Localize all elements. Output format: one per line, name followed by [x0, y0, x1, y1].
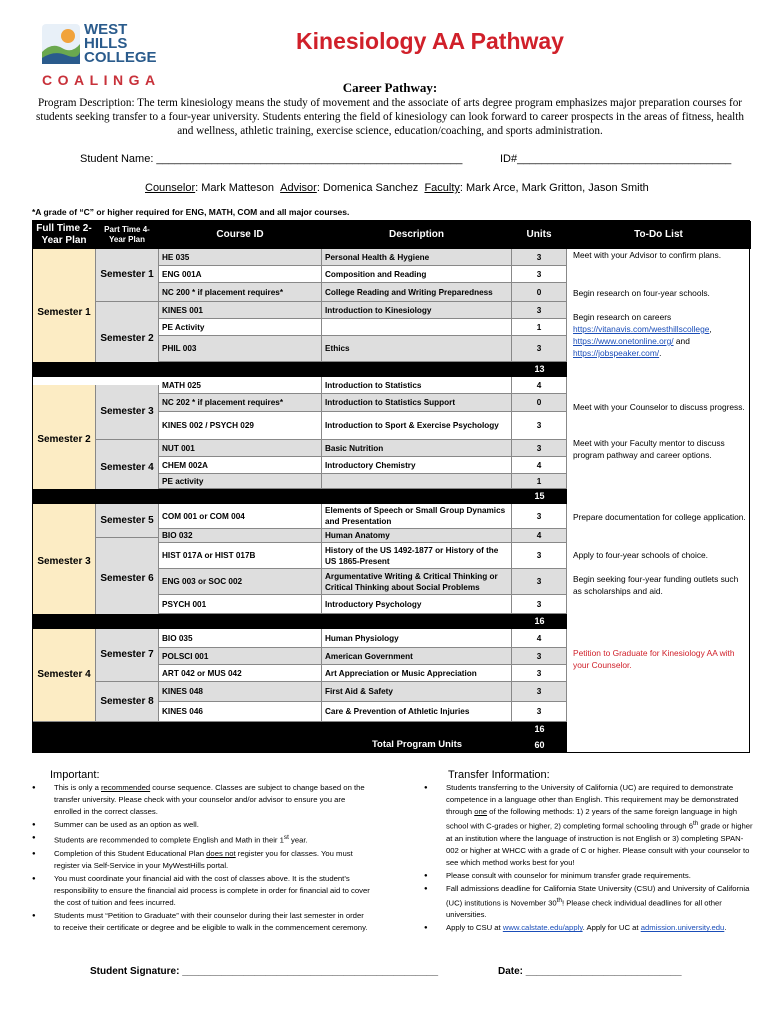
list-item: ● Fall admissions deadline for California State University (CSU) and University of California (UC) institutions is November 30th! Please check individual deadlines for all other universities. — [424, 883, 754, 922]
semester-1-total: 13 — [512, 363, 567, 375]
course-id-cell: NC 200 * if placement requires* — [159, 283, 322, 302]
course-units-cell: 3 — [512, 302, 567, 319]
course-desc-cell: American Government — [322, 648, 512, 665]
todo-item: Prepare documentation for college application. — [573, 512, 746, 522]
college-logo — [30, 18, 165, 90]
todo-item: Meet with your Faculty mentor to discuss program pathway and career options. — [573, 438, 725, 460]
todo-item: Meet with your Advisor to confirm plans. — [573, 250, 722, 260]
header-full-time: Full Time 2-Year Plan — [33, 221, 96, 249]
grade-requirement-note: *A grade of “C” or higher required for ENG, MATH, COM and all major courses. — [32, 207, 350, 217]
todo-text: . — [659, 348, 662, 358]
course-units-cell: 3 — [512, 336, 567, 362]
course-desc-cell: Care & Prevention of Athletic Injuries — [322, 702, 512, 722]
course-units-cell: 3 — [512, 504, 567, 529]
course-id-cell: ENG 003 or SOC 002 — [159, 569, 322, 595]
part-time-semester-5: Semester 5 — [96, 504, 159, 538]
todo-item: Apply to four-year schools of choice. — [573, 550, 708, 560]
logo-line-hills: HILLS — [84, 35, 128, 52]
course-id-cell: ART 042 or MUS 042 — [159, 665, 322, 682]
course-units-cell: 3 — [512, 665, 567, 682]
course-desc-cell: Introduction to Statistics — [322, 377, 512, 394]
course-desc-cell: Introduction to Kinesiology — [322, 302, 512, 319]
list-item: ● Completion of this Student Educational Plan does not register you for classes. You must register via Self-Service in your MyWestHills portal. — [32, 848, 370, 872]
todo-text: and — [673, 336, 690, 346]
full-time-semester-2: Semester 2 — [33, 385, 96, 496]
page-title: Kinesiology AA Pathway — [296, 28, 564, 54]
course-units-cell: 4 — [512, 529, 567, 543]
vitanavis-link[interactable]: https://vitanavis.com/westhillscollege — [573, 324, 710, 334]
course-units-cell: 3 — [512, 569, 567, 595]
course-desc-cell: Introductory Psychology — [322, 595, 512, 614]
header-units: Units — [512, 221, 567, 249]
part-time-semester-8: Semester 8 — [96, 682, 159, 722]
full-time-semester-4: Semester 4 — [33, 629, 96, 722]
advisor-value: : Domenica Sanchez — [316, 182, 419, 194]
full-time-semester-3: Semester 3 — [33, 504, 96, 621]
part-time-semester-7: Semester 7 — [96, 629, 159, 682]
course-desc-cell — [322, 319, 512, 336]
career-pathway-label: Career Pathway: — [342, 80, 438, 95]
semester-2-total: 15 — [512, 490, 567, 502]
course-desc-cell: Composition and Reading — [322, 266, 512, 283]
course-units-cell: 3 — [512, 595, 567, 614]
semester-divider — [33, 489, 567, 504]
semester-divider — [33, 362, 567, 377]
course-desc-cell: Introduction to Statistics Support — [322, 394, 512, 412]
course-id-cell: BIO 032 — [159, 529, 322, 543]
course-id-cell: HE 035 — [159, 249, 322, 266]
course-desc-cell — [322, 474, 512, 489]
course-desc-cell: Basic Nutrition — [322, 440, 512, 457]
course-id-cell: MATH 025 — [159, 377, 322, 394]
course-id-cell: COM 001 or COM 004 — [159, 504, 322, 529]
logo-emblem-icon — [42, 24, 80, 64]
todo-item: Begin seeking four-year funding outlets such as scholarships and aid. — [573, 574, 739, 596]
header-course-id: Course ID — [159, 221, 322, 249]
onetonline-link[interactable]: https://www.onetonline.org/ — [573, 336, 674, 346]
transfer-list — [424, 782, 754, 935]
list-item: ● Please consult with counselor for minimum transfer grade requirements. — [424, 870, 754, 882]
calstate-link[interactable]: www.calstate.edu/apply — [502, 923, 583, 933]
logo-campus: COALINGA — [42, 72, 161, 88]
header-description: Description — [322, 221, 512, 249]
jobspeaker-link[interactable]: https://jobspeaker.com/ — [573, 348, 660, 358]
logo-line-college: COLLEGE — [84, 49, 157, 66]
todo-item: Meet with your Counselor to discuss progress. — [573, 402, 745, 412]
course-id-cell: ENG 001A — [159, 266, 322, 283]
course-id-cell: POLSCI 001 — [159, 648, 322, 665]
contacts-line — [145, 181, 649, 195]
list-item: ● You must coordinate your financial aid with the cost of classes above. It is the student’s responsibility to ensure the financial aid process is complete in order for financial aid to cover the cost of tuition and fees incurred. — [32, 873, 370, 909]
course-desc-cell: Introduction to Sport & Exercise Psychology — [322, 412, 512, 440]
full-time-semester-1: Semester 1 — [33, 249, 96, 377]
course-id-cell: PSYCH 001 — [159, 595, 322, 614]
list-item: ● Students must “Petition to Graduate” with their counselor during their last semester in order to receive their certificate or degree and be eligible to walk in the commencement ceremony. — [32, 910, 370, 934]
program-description: Program Description: The term kinesiology means the study of movement and the associate of arts degree program emphasizes major preparation courses for students seeking transfer to a four-year university. Students entering the field of kinesiology can look forward to career prospects in the areas of fitness, health and wellness, athletic training, exercise science, education/coaching, and sports administration. — [36, 97, 744, 137]
counselor-value: : Mark Matteson — [195, 182, 274, 194]
important-list — [32, 782, 370, 935]
course-id-cell: PE Activity — [159, 319, 322, 336]
course-plan-table — [32, 220, 750, 753]
header-todo: To-Do List — [567, 221, 751, 249]
semester-3-total: 16 — [512, 615, 567, 627]
semester-4-total: 16 — [512, 723, 567, 735]
total-program-units-value: 60 — [512, 739, 567, 751]
uc-admission-link[interactable]: admission.university.edu — [640, 923, 725, 933]
student-id-field[interactable]: ID#___________________________________ — [500, 153, 732, 165]
todo-item-petition: Petition to Graduate for Kinesiology AA with your Counselor. — [573, 648, 735, 670]
course-desc-cell: Human Anatomy — [322, 529, 512, 543]
course-id-cell: NUT 001 — [159, 440, 322, 457]
course-id-cell: KINES 048 — [159, 682, 322, 702]
header-part-time: Part Time 4-Year Plan — [96, 221, 159, 249]
counselor-label: Counselor — [145, 182, 196, 194]
course-id-cell: CHEM 002A — [159, 457, 322, 474]
course-units-cell: 3 — [512, 648, 567, 665]
total-program-units-label: Total Program Units — [371, 739, 463, 750]
course-units-cell: 4 — [512, 629, 567, 648]
course-desc-cell: Introductory Chemistry — [322, 457, 512, 474]
course-units-cell: 1 — [512, 319, 567, 336]
course-id-cell: HIST 017A or HIST 017B — [159, 543, 322, 569]
course-id-cell: KINES 002 / PSYCH 029 — [159, 412, 322, 440]
todo-text: Begin research on careers — [573, 312, 672, 322]
course-desc-cell: Personal Health & Hygiene — [322, 249, 512, 266]
course-desc-cell: College Reading and Writing Preparedness — [322, 283, 512, 302]
part-time-semester-1: Semester 1 — [96, 249, 159, 302]
course-desc-cell: Elements of Speech or Small Group Dynamics and Presentation — [322, 504, 512, 529]
list-item: ● Students transferring to the University of California (UC) are required to demonstrate competence in a language other than English. This requirement may be demonstrated through one of the following methods: 1) 2 years of the same foreign language in high school with C-grades or higher, 2) completing formal schooling through 6th grade or higher at an institution where the language of instruction is not English or 3) completing SPAN-002 or higher at WHCC with a grade of C or higher. Please consult with your counselor to see which method works best for you! — [424, 782, 754, 869]
course-id-cell: NC 202 * if placement requires* — [159, 394, 322, 412]
course-desc-cell: Art Appreciation or Music Appreciation — [322, 665, 512, 682]
course-units-cell: 4 — [512, 457, 567, 474]
part-time-semester-3: Semester 3 — [96, 385, 159, 440]
course-units-cell: 3 — [512, 412, 567, 440]
part-time-semester-6: Semester 6 — [96, 538, 159, 621]
todo-item: Begin research on four-year schools. — [573, 288, 710, 298]
part-time-semester-2: Semester 2 — [96, 302, 159, 377]
course-desc-cell: Human Physiology — [322, 629, 512, 648]
student-signature-field[interactable]: Student Signature: ______________________________________________ — [90, 966, 439, 977]
list-item: ● This is only a recommended course sequence. Classes are subject to change based on the transfer university. Please check with your counselor and/or advisor to ensure you are enrolled in the correct classes. — [32, 782, 370, 818]
course-units-cell: 0 — [512, 394, 567, 412]
course-id-cell: KINES 046 — [159, 702, 322, 722]
todo-text: , — [709, 324, 712, 334]
list-item: ● Summer can be used as an option as well. — [32, 819, 370, 831]
important-heading: Important: — [50, 769, 100, 781]
course-units-cell: 1 — [512, 474, 567, 489]
todo-item-careers — [570, 311, 750, 359]
course-id-cell: PHIL 003 — [159, 336, 322, 362]
semester-divider — [33, 614, 567, 629]
course-units-cell: 0 — [512, 283, 567, 302]
course-desc-cell: Ethics — [322, 336, 512, 362]
course-units-cell: 3 — [512, 682, 567, 702]
course-units-cell: 3 — [512, 266, 567, 283]
list-item: ● Students are recommended to complete English and Math in their 1st year. — [32, 832, 370, 847]
advisor-label: Advisor — [280, 182, 317, 194]
course-id-cell: KINES 001 — [159, 302, 322, 319]
course-units-cell: 3 — [512, 440, 567, 457]
part-time-semester-4: Semester 4 — [96, 440, 159, 496]
course-units-cell: 3 — [512, 702, 567, 722]
course-desc-cell: Argumentative Writing & Critical Thinking or Critical Thinking about Social Problems — [322, 569, 512, 595]
course-units-cell: 3 — [512, 543, 567, 569]
transfer-heading: Transfer Information: — [448, 769, 550, 781]
course-desc-cell: First Aid & Safety — [322, 682, 512, 702]
list-item: ● Apply to CSU at www.calstate.edu/apply. Apply for UC at admission.university.edu. — [424, 922, 754, 934]
course-units-cell: 4 — [512, 377, 567, 394]
date-field[interactable]: Date: ____________________________ — [498, 966, 682, 977]
course-id-cell: PE activity — [159, 474, 322, 489]
course-units-cell: 3 — [512, 249, 567, 266]
faculty-label: Faculty — [424, 182, 460, 194]
course-desc-cell: History of the US 1492-1877 or History of the US 1865-Present — [322, 543, 512, 569]
logo-line-west: WEST — [84, 21, 128, 38]
course-id-cell: BIO 035 — [159, 629, 322, 648]
student-name-field[interactable]: Student Name: __________________________________________________ — [80, 153, 463, 165]
faculty-value: : Mark Arce, Mark Gritton, Jason Smith — [459, 182, 649, 194]
